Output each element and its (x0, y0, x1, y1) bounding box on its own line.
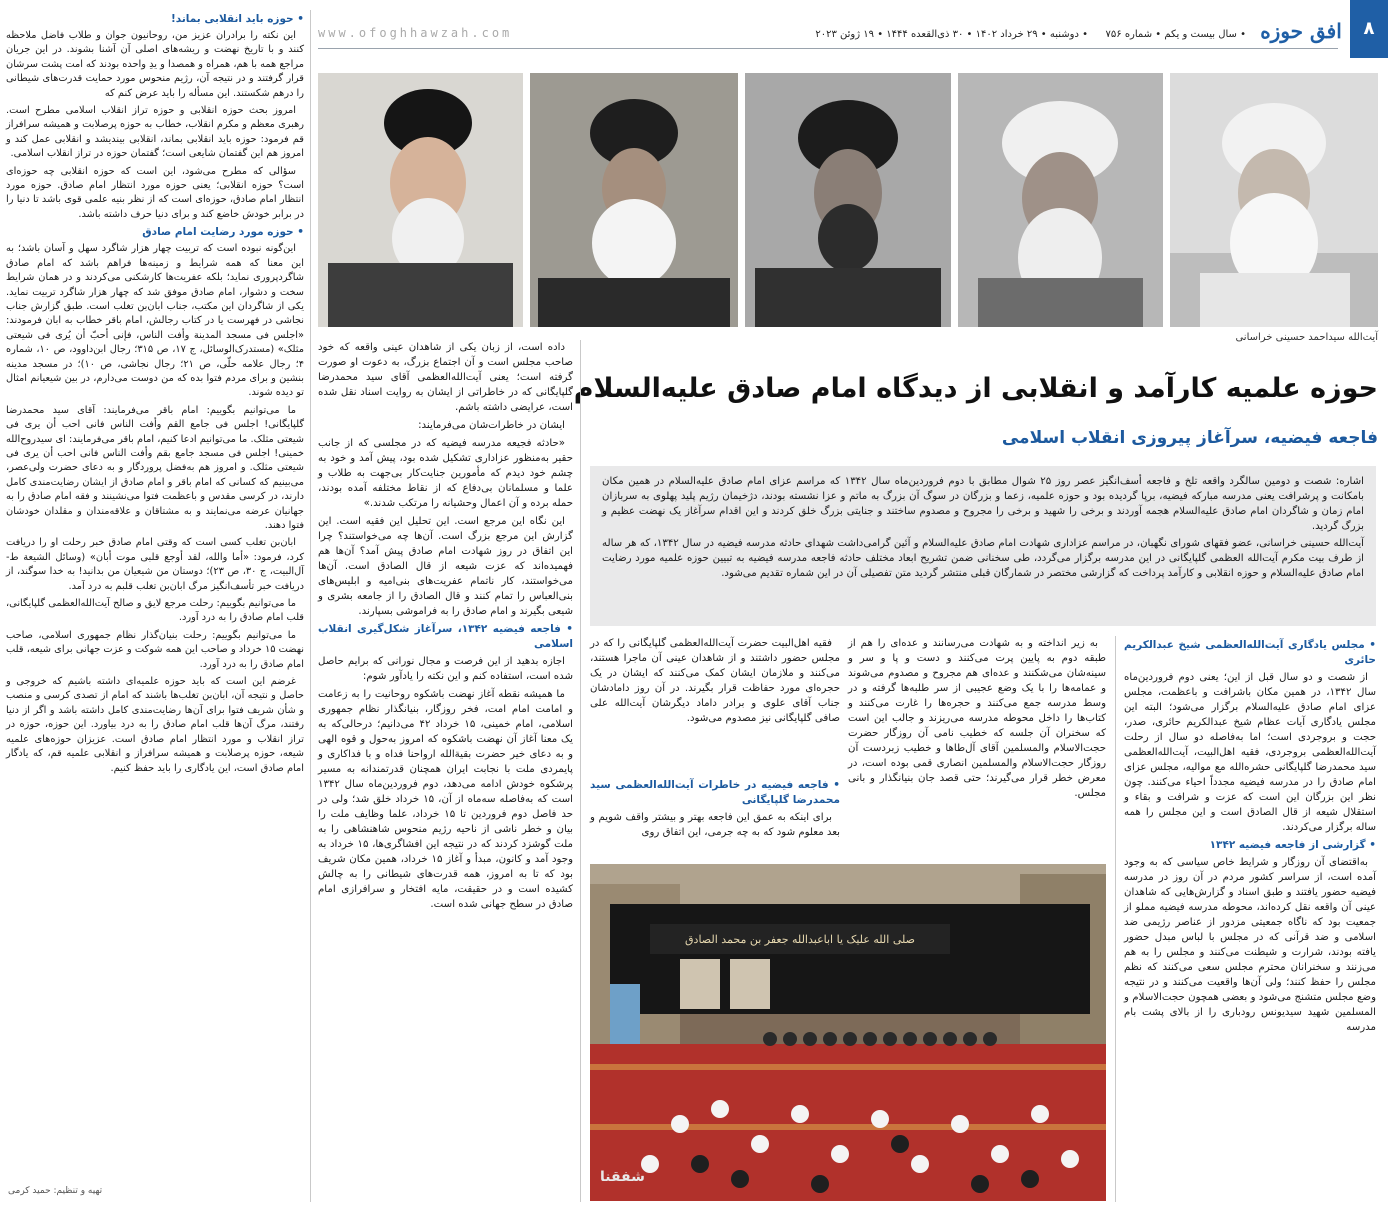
page-number-text: ۸ (1363, 18, 1375, 39)
column-rule-2 (580, 340, 581, 1202)
section-heading-revolutionary: • حوزه باید انقلابی بماند! (171, 13, 304, 25)
column-5-paragraph-9: غرضم این است که باید حوزه علمیه‌ای داشته باشیم که خروجی و حاصل و نتیجه آن، ابان‌بن تغلب‌ها باشند که امام از تصدی کرسی و منصب و شأن شریف فتوا برای آن‌ها رضایت‌مندی کامل داشته باشد و اگر از دنیا رفتند، مرگ آن‌ها قلب امام صادق را به درد بیاورد. این حوزه، حوزه در تراز انقلاب و مورد انتظار امام صادق است. عزیزان حوزه‌های علمیه شیعه، حوزه پرصلابت و همیشه سرافراز و انقلابی علمیه قم، که یادگار امام صادق است، این یادگاری را باید حفظ کنیم. (6, 676, 304, 774)
photo-caption: آیت‌الله سیداحمد حسینی خراسانی (1235, 332, 1378, 343)
column-2 (848, 636, 1106, 799)
column-5-paragraph-2: امروز بحث حوزه انقلابی و حوزه تراز انقلاب اسلامی مطرح است. رهبری معظم و مکرم انقلاب، خطاب به حوزه پرصلابت و همیشه سرافراز قم فرمود: حوزه باید انقلابی بماند، انقلابی بیندیشد و انقلابی عمل کند و امروز هم این گفتمان شایعی است؛ گفتمان حوزه در تراز انقلاب اسلامی. (6, 105, 304, 160)
section-heading-revolution: • فاجعه فیضیه ۱۳۴۲، سرآغاز شکل‌گیری انقلاب اسلامی (318, 623, 573, 650)
column-5-paragraph-7: ما می‌توانیم بگوییم: رحلت مرجع لایق و صالح آیت‌الله‌العظمی گلپایگانی، قلب امام صادق را به درد آورد. (6, 598, 304, 624)
logo-text: افق حوزه (1260, 19, 1342, 43)
date-info: • دوشنبه • ۲۹ خرداد ۱۴۰۲ • ۳۰ ذی‌القعده ۱۴۴۴ • ۱۹ ژوئن ۲۰۲۳ (815, 29, 1088, 40)
column-4-paragraph-6: ما همیشه نقطه آغاز نهضت باشکوه روحانیت را به زعامت و امامت امام امت، فخر روزگار، بنیانگذار نظام جمهوری اسلامی، امام خمینی، ۱۵ خرداد ۴۲ می‌دانیم؛ درحالی‌که به یک معنا آغاز آن نهضت باشکوه که امروز به‌حول و قوه الهی و به دعای خیر حضرت بقیةالله ارواحنا فداه و با فداکاری و پایمردی ملت با نجابت ایران همچنان قدرتمندانه به مسیر پرشکوه خودش ادامه می‌دهد، دوم فروردین‌ماه سال ۱۳۴۲ است که به‌فاصله سه‌ماه از آن، ۱۵ خرداد خلق شد؛ ولی در حد فاصل دوم فروردین تا ۱۵ خرداد، علما وظایف ملت را بیان و خطر ناشی از ناحیه رژیم منحوس شاهنشاهی را به ملت گوشزد کردند که در نتیجه این افشاگری‌ها، ۱۵ خرداد به وجود آمد و کانون، مبدأ و آغاز ۱۵ خرداد، همین مکان شریف بود که تا به امروز، همه قدرت‌های شیطانی را به چالش کشیده است و در حقیقت، مایه افتخار و سرافرازی امام صادق در سطح جهانی شده است. (318, 689, 574, 910)
column-4-paragraph-3: «حادثه فجیعه مدرسه فیضیه که در مجلسی که از جانب حقیر به‌منظور عزاداری تشکیل شده بود، پیش آمد و خود به چشم خود دیدم که مأمورین جنایت‌کار بی‌جهت به طلاب و علما و مسلمانان بی‌دفاع که از نقاط مختلفه آمده بودند، حمله برده و آن اعمال وحشیانه را مرتکب شدند.» (318, 438, 573, 509)
column-4-paragraph-4: این نگاه این مرجع است. این تحلیل این فقیه است. این گزارش این مرجع بزرگ است. آن‌ها چه می‌خواستند؟ چرا این اتفاق در روز شهادت امام صادق پیش آمد؟ آن‌ها هم فهمیده‌اند که عزت شیعه از قال الصادق است. آن‌ها می‌خواستند، کار ناتمام عفریت‌های بنی‌امیه و ابلیس‌های بنی‌العباس را تمام کنند و قال الصادق را از جامعه بشری و شیعی بگیرند و امام صادق را به فراموشی بسپارند. (318, 516, 573, 617)
header-rule (318, 48, 1338, 49)
column-4-paragraph-5: اجازه بدهید از این فرصت و مجال نورانی که برایم حاصل شده است، استفاده کنم و این نکته را یادآور شوم: (318, 656, 573, 682)
portrait-photo-1 (1170, 73, 1378, 327)
column-5-paragraph-6: ابان‌بن تغلب کسی است که وقتی امام صادق خبر رحلت او را دریافت کرد، فرمود: «أما والله، لقد أوجع قلبی موت أبان» (وسائل الشیعة ط-آل‌البیت، ج ۳۰، ص ۲۳)؛ دوستان من شیعیان من بدانید! به خدا سوگند، از دریافت خبر تأسف‌انگیز مرگ ابان‌بن تغلب قلبم به درد آمد. (6, 537, 304, 592)
column-1-paragraph-2: به‌اقتضای آن روزگار و شرایط خاص سیاسی که به وجود آمده است، از سراسر کشور مردم در آن روز در مدرسه فیضیه حضور یافتند و طبق اسناد و گزارش‌هایی که شاهدان عینی آن واقعه نقل کرده‌اند، محوطه مدرسه فیضیه مملو از جمعیت بود که ناگاه جمعیتی مزدور از عناصر رژیمی ضد اسلامی و ضد قرآنی که در مجلس با لباس مبدل حضور یافته بودند، شرارت و شیطنت می‌کنند و مجلس را به هم می‌زنند و سخنرانان محترم مجلس سعی می‌کنند که نظم مجلس را حفظ کنند؛ ولی آن‌ها واقعیت می‌کنند و در نتیجه وضع مجلس متشنج می‌شود و بعضی همچون حجت‌الاسلام و المسلمین شهید سیدیونس رودباری را از بالای پشت بام مدرسه (1124, 857, 1376, 1033)
column-4 (318, 340, 573, 1202)
column-5 (6, 10, 304, 1182)
column-5-paragraph-1: این نکته را برادران عزیز من، روحانیون جوان و طلاب فاضل ملاحظه کنند و با تاریخ نهضت و ریشه‌های اصلی آن آشنا بشوند. در این جریان مراجع همه با هم، همراه و همصدا و یدِ واحده بودند که امت پشت سرشان قرار گرفتند و در نتیجه آن، رژیم منحوس مورد حمایت قدرت‌های شیطانی را درهم شکستند. این مسأله را باید عرض کنم که (6, 30, 304, 99)
portrait-photo-2 (958, 73, 1163, 327)
column-4-paragraph-2: ایشان در خاطرات‌شان می‌فرمایند: (418, 420, 565, 431)
section-heading-memoir: • فاجعه فیضیه در خاطرات آیت‌الله‌العظمی سید محمدرضا گلپایگانی (590, 779, 840, 806)
event-photo (590, 864, 1106, 1201)
section-heading-report: • گزارشی از فاجعه فیضیه ۱۳۴۲ (1209, 839, 1376, 851)
logo (1256, 14, 1346, 48)
column-2-tail (848, 784, 1106, 858)
memoir-paragraph: برای اینکه به عمق این فاجعه بهتر و بیشتر واقف شویم و بعد معلوم شود که به چه جرمی، این اتفاق روی (590, 812, 840, 838)
column-rule-1 (1115, 636, 1116, 1202)
issue-info: • سال بیست و یکم • شماره ۷۵۶ (1105, 29, 1246, 40)
column-rule-3 (310, 10, 311, 1202)
column-2-paragraph-1: به زیر انداخته و به شهادت می‌رسانند و عده‌ای را هم از طبقه دوم به پایین پرت می‌کنند و دست و پا و سر و سینه‌شان می‌شکنند و عده‌ای هم مجروح و مصدوم می‌شوند و عمامه‌ها را با یک وضع عجیبی از سر طلبه‌ها گرفته و در وسط مدرسه جمع می‌کنند و حجره‌ها را غارت می‌کنند و کتاب‌ها را داخل محوطه مدرسه می‌ریزند و جالب این است که سخنران آن جلسه که خطیب نامی آن روزگار حضرت حجت‌الاسلام والمسلمین آقای آل‌طاها و خطیب زبردست آن روزگار حجت‌الاسلام والمسلمین انصاری قمی بوده است، در معرض خطر قرار می‌گیرند؛ حتی قصد جان بنیانگذار و بانی مجلس. (848, 638, 1106, 799)
intro-paragraph-1: اشاره: شصت و دومین سالگرد واقعه تلخ و فاجعه أسف‌انگیز عصر روز ۲۵ شوال مطابق با دوم فروردین‌ماه سال ۱۳۴۲ که مراسم عزای امام صادق علیه‌السلام در همین مکان بامکانت و پرشرافت یعنی مدرسه مبارکه فیضیه، برپا گردیده بود و حوزه علمیه، زعما و بزرگان در سوگ آن بزرگ به ماتم و عزا نشسته بودند، دژخیمان رژیم پلید پهلوی به سربازان امام زمان و شاگردان امام صادق علیه‌السلام هجمه آوردند و برخی را شهید و برخی را مجروح و مصدوم ساختند و جنایتی بزرگ خلق کردند و این اقدام سرآغاز یک نهضت عظیم و بزرگ گردید. (602, 476, 1364, 532)
page-number (1350, 0, 1388, 58)
event-banner-text: صلی الله علیک یا اباعبدالله جعفر بن محمد الصادق (685, 933, 915, 946)
intro-box (590, 466, 1376, 626)
section-heading-approved: • حوزه مورد رضایت امام صادق (142, 226, 304, 239)
author-credit: تهیه و تنظیم: حمید کرمی (8, 1186, 103, 1196)
portrait-photo-4 (530, 73, 738, 327)
article-subheadline: فاجعه فیضیه، سرآغاز پیروزی انقلاب اسلامی (1001, 428, 1378, 448)
article-headline: حوزه علمیه کارآمد و انقلابی از دیدگاه امام صادق علیه‌السلام (573, 373, 1378, 404)
column-5-paragraph-5: ما می‌توانیم بگوییم: امام باقر می‌فرمایند: آقای سید محمدرضا گلپایگانی! اجلس فی جامع القم وأفت الناس فانی احب أن یری فی شیعتی مثلک. ما می‌توانیم ادعا کنیم، امام باقر می‌فرمایند: ای سیدروح‌الله خمینی! اجلس فی مسجد جامع بقم وأفت الناس فانی احب أن یری فی شیعتی مثلک. و امروز هم به‌فضل پروردگار و به دعای حضرت ولی‌عصر، می‌بینیم که کسانی که امام باقر و امام صادق از ایشان رضایت‌مندی کامل دارند، در کرسی مقدس و باعظمت فتوا می‌نشینند و فقه امام صادق را به جهانیان عرضه می‌نمایند و به مشتاقان و علاقه‌مندان و مقلدان خودشان فتوا دهند. (6, 404, 304, 531)
column-5-paragraph-8: ما می‌توانیم بگوییم: رحلت بنیان‌گذار نظام جمهوری اسلامی، صاحب نهضت ۱۵ خرداد و صاحب این همه شوکت و عزت جهانی برای شیعه، قلب امام صادق را به درد آورد. (6, 629, 304, 670)
column-1-paragraph-1: از شصت و دو سال قبل از این؛ یعنی دوم فروردین‌ماه سال ۱۳۴۲، در همین مکان باشرافت و باعظمت، مجلس عزای امام صادق علیه‌السلام برگزار می‌شود؛ البته این مجلس یادگاری آیات عظام شیخ عبدالکریم حائری، صدر، حجت و بروجردی است؛ اما به‌فاصله دو سال از رحلت آیت‌الله‌العظمی بروجردی، فقیه اهل‌البیت، آیت‌الله‌العظمی سید محمدرضا گلپایگانی حشره‌الله مع موالیه، مجلس عزای امام صادق را در مدرسه فیضیه مجدداً احیاء می‌کنند. چون نظر این بزرگان این است که عزت و شرافت و بقاء و استقلال شیعه از قال الصادق است و این مجلس را همه ساله برگزار می‌کردند. (1124, 672, 1376, 833)
memoir-section (590, 776, 840, 858)
column-3-paragraph-1: فقیه اهل‌البیت حضرت آیت‌الله‌العظمی گلپایگانی را که در مجلس حضور داشتند و از شاهدان عینی آن ماجرا هستند، می‌کنند و ملازمان ایشان کمک می‌کنند که ایشان در یک حجره‌ای مورد حفاظت قرار بگیرند. در آن روز دامادشان جناب آقای علوی و برادر داماد دیگرشان آیت‌الله علی صافی گلپایگانی نیز مصدوم می‌شود. (590, 638, 840, 724)
column-5-paragraph-3: سؤالی که مطرح می‌شود، این است که حوزه انقلابی چه حوزه‌ای است؟ حوزه انقلابی؛ یعنی حوزه مورد انتظار امام صادق. حوزه مورد انتظار امام صادق، حوزه‌ای است که از نظر بنیه علمی قوی باشد تا دنیا را در برابر خودش خاضع کند و برای دنیا حرف داشته باشد. (6, 165, 304, 220)
portrait-photo-3 (745, 73, 951, 327)
website-url: www.ofoghhawzah.com (318, 26, 513, 40)
photo-watermark: شفقنا (600, 1169, 645, 1185)
column-4-paragraph-1: داده است، از زبان یکی از شاهدان عینی واقعه که خود صاحب مجلس است و آن اجتماع بزرگ، به دعوت او صورت گرفته است؛ یعنی آیت‌الله‌العظمی آقای سید محمدرضا گلپایگانی که در خاطراتی از ایشان به روایت اسناد نقل شده است، عرایضی داشته باشم. (318, 342, 573, 413)
portrait-photo-5 (318, 73, 523, 327)
column-1 (1124, 636, 1376, 1202)
column-3 (590, 636, 840, 774)
column-5-paragraph-4: این‌گونه نبوده است که تربیت چهار هزار شاگرد سهل و آسان باشد؛ به این معنا که همه شرایط و زمینه‌ها فراهم باشد که امام صادق شاگردپروری نماید؛ بلکه عفریت‌ها کارشکنی می‌کردند و در همان شرایط سخت و دشوار، امام صادق موفق شد که چهار هزار شاگرد تربیت نماید. یکی از شاگردان این مکتب، جناب ابان‌بن تغلب است. طبق گزارش جناب نجاشی در فهرست یا در کتاب رجالش، امام باقر خطاب به ابان فرمودند: «اجلس فی مسجد المدینة وأفت الناس، فإنی أحبّ أن یُری فی شیعتی مثلک» (مستدرک‌الوسائل، ج ۱۷، ص ۳۱۵؛ رجال ابن‌داوود، ص ۱۰، شماره ۴؛ رجال علامه حلّی، ص ۲۱؛ رجال نجاشی، ص ۱۰)؛ در مسجد مدینه بنشین و برای مردم فتوا بده که من دوست می‌دارم، در بین شیعیانم امثال تو دیده شوند. (6, 243, 304, 399)
intro-paragraph-2: آیت‌الله حسینی خراسانی، عضو فقهای شورای نگهبان، در مراسم عزاداری شهادت امام صادق علیه‌السلام و آئین گرامی‌داشت شهدای حادثه مدرسه فیضیه در سال ۱۳۴۲، که هر ساله از طرف بیت مکرم آیت‌الله العظمی گلپایگانی در این مدرسه برگزار می‌گردد، طی سخنانی ضمن تشریح ابعاد مختلف حادثه فاجعه مدرسه فیضیه به تبیین حوزه علمیه مورد رضایت امام صادق علیه‌السلام و حوزه انقلابی و کارآمد پرداخت که گزارشی مختصر در شمارگان قبلی منتشر گردید متن تفصیلی آن در این شماره تقدیم می‌شود. (602, 538, 1365, 579)
section-heading-majlis: • مجلس یادگاری آیت‌الله‌العظمی شیخ عبدالکریم حائری (1124, 639, 1376, 666)
